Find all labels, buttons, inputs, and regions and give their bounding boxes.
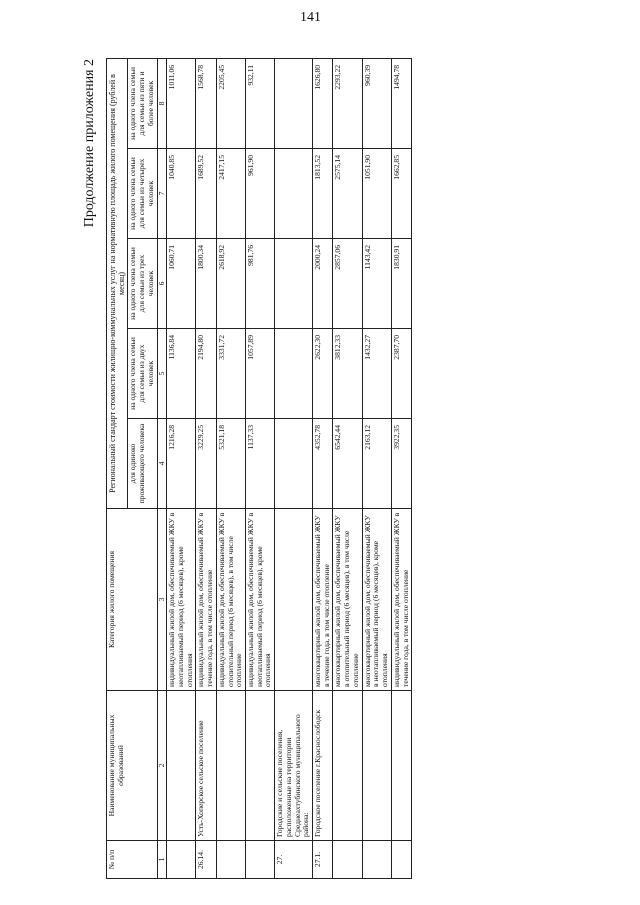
municipality-name [333,691,362,841]
index-cell: 5 [157,329,167,419]
municipality-name: Усть-Хоперское сельское поселение [196,691,216,841]
housing-category: индивидуальный жилой дом, обеспечиваемый ЖКУ в неотапливаемый период (6 месяцев), кроме отопления [167,509,196,691]
header-standard: Региональный стандарт стоимости жилищно-коммунальных услуг на нормативную площадь жилого помещения (рублей в месяц) [107,58,128,508]
standard-value: 2417,15 [216,149,245,239]
standard-value: 2857,06 [333,239,362,329]
table-body [167,58,412,878]
header-sub-5: на одного члена семьи для семьи из пяти и более человек [128,58,157,148]
standard-value: 961,90 [246,149,275,239]
table-row [313,58,333,878]
municipality-name: Городские и сельские поселения, расположенные на территории Среднеахтубинского муниципального района: [275,691,313,841]
index-cell: 4 [157,419,167,509]
header-sub-3: на одного члена семьи для семьи из трех человек [128,239,157,329]
index-cell: 1 [157,841,167,879]
table-row [362,58,391,878]
standard-value: 981,76 [246,239,275,329]
standard-value: 1057,89 [246,329,275,419]
standard-value: 2163,12 [362,419,391,509]
header-category: Категория жилого помещения [107,509,158,691]
standard-value [275,239,313,329]
standard-value [275,329,313,419]
standard-value: 2293,22 [333,58,362,148]
standard-value: 2000,24 [313,239,333,329]
standard-value [275,58,313,148]
row-number: 27.1. [313,841,333,879]
header-row-top [107,58,128,878]
index-cell: 8 [157,58,167,148]
standards-table [106,58,412,879]
housing-category: многоквартирный жилой дом, обеспечиваемый ЖКУ в течение года, в том числе отопление [313,509,333,691]
municipality-name [362,691,391,841]
standard-value: 960,39 [362,58,391,148]
standard-value: 1051,90 [362,149,391,239]
table-row [246,58,275,878]
row-number [391,841,411,879]
standard-value [275,149,313,239]
housing-category: индивидуальный жилой дом, обеспечиваемый ЖКУ в неотапливаемый период (6 месяцев), кроме отопления [246,509,275,691]
table-row [167,58,196,878]
standard-value: 1143,42 [362,239,391,329]
index-cell: 3 [157,509,167,691]
municipality-name: Городское поселение г.Краснослободск [313,691,333,841]
standard-value: 6542,44 [333,419,362,509]
table-row [275,58,313,878]
row-number: 26.14. [196,841,216,879]
row-number [167,841,196,879]
standard-value: 1216,28 [167,419,196,509]
standard-value: 4352,78 [313,419,333,509]
municipality-name [246,691,275,841]
index-cell: 6 [157,239,167,329]
standard-value [275,419,313,509]
standard-value: 1813,52 [313,149,333,239]
standard-value: 1494,78 [391,58,411,148]
standard-value: 3922,35 [391,419,411,509]
municipality-name [391,691,411,841]
standard-value: 1689,52 [196,149,216,239]
standard-value: 3229,25 [196,419,216,509]
standard-value: 2575,14 [333,149,362,239]
standard-value: 2194,80 [196,329,216,419]
standard-value: 2618,92 [216,239,245,329]
index-row [157,58,167,878]
standard-value: 1136,84 [167,329,196,419]
standard-value: 1662,85 [391,149,411,239]
standard-value: 1568,78 [196,58,216,148]
standard-value: 1626,80 [313,58,333,148]
row-number [246,841,275,879]
housing-category: индивидуальный жилой дом, обеспечиваемый ЖКУ в отопительный период (6 месяцев), в том числе отопление [216,509,245,691]
municipality-name [216,691,245,841]
standard-value: 1432,27 [362,329,391,419]
standard-value: 3812,33 [333,329,362,419]
row-number [216,841,245,879]
rotated-table-block [82,59,608,879]
standard-value: 1040,85 [167,149,196,239]
standard-value: 2205,45 [216,58,245,148]
index-cell: 2 [157,691,167,841]
header-sub-1: для одиноко проживающего человека [128,419,157,509]
page-number: 141 [300,10,321,25]
index-cell: 7 [157,149,167,239]
housing-category [275,509,313,691]
header-sub-4: на одного члена семьи для семьи из четырех человек [128,149,157,239]
standard-value: 2622,30 [313,329,333,419]
appendix-label: Продолжение приложения 2 [82,59,97,228]
housing-category: индивидуальный жилой дом, обеспечиваемый ЖКУ в течение года, в том числе отопление [196,509,216,691]
standard-value: 1830,91 [391,239,411,329]
housing-category: многоквартирный жилой дом, обеспечиваемый ЖКУ в неотапливаемый период (6 месяцев), кроме отопления [362,509,391,691]
standard-value: 1800,34 [196,239,216,329]
municipality-name [167,691,196,841]
table-row [391,58,411,878]
row-number [362,841,391,879]
standard-value: 1137,33 [246,419,275,509]
standard-value: 2387,70 [391,329,411,419]
table-row [333,58,362,878]
header-no: № п/п [107,841,158,879]
standard-value: 1060,71 [167,239,196,329]
standard-value: 5321,18 [216,419,245,509]
row-number: 27. [275,841,313,879]
table-row [196,58,216,878]
standard-value: 1011,06 [167,58,196,148]
standard-value: 932,11 [246,58,275,148]
row-number [333,841,362,879]
housing-category: многоквартирный жилой дом, обеспечиваемый ЖКУ в отопительный период (6 месяцев), в том числе отопление [333,509,362,691]
header-sub-2: на одного члена семьи для семьи из двух человек [128,329,157,419]
standard-value: 3331,72 [216,329,245,419]
table-row [216,58,245,878]
header-name: Наименование муниципальных образований [107,691,158,841]
housing-category: индивидуальный жилой дом, обеспечиваемый ЖКУ в течение года, в том числе отопление [391,509,411,691]
